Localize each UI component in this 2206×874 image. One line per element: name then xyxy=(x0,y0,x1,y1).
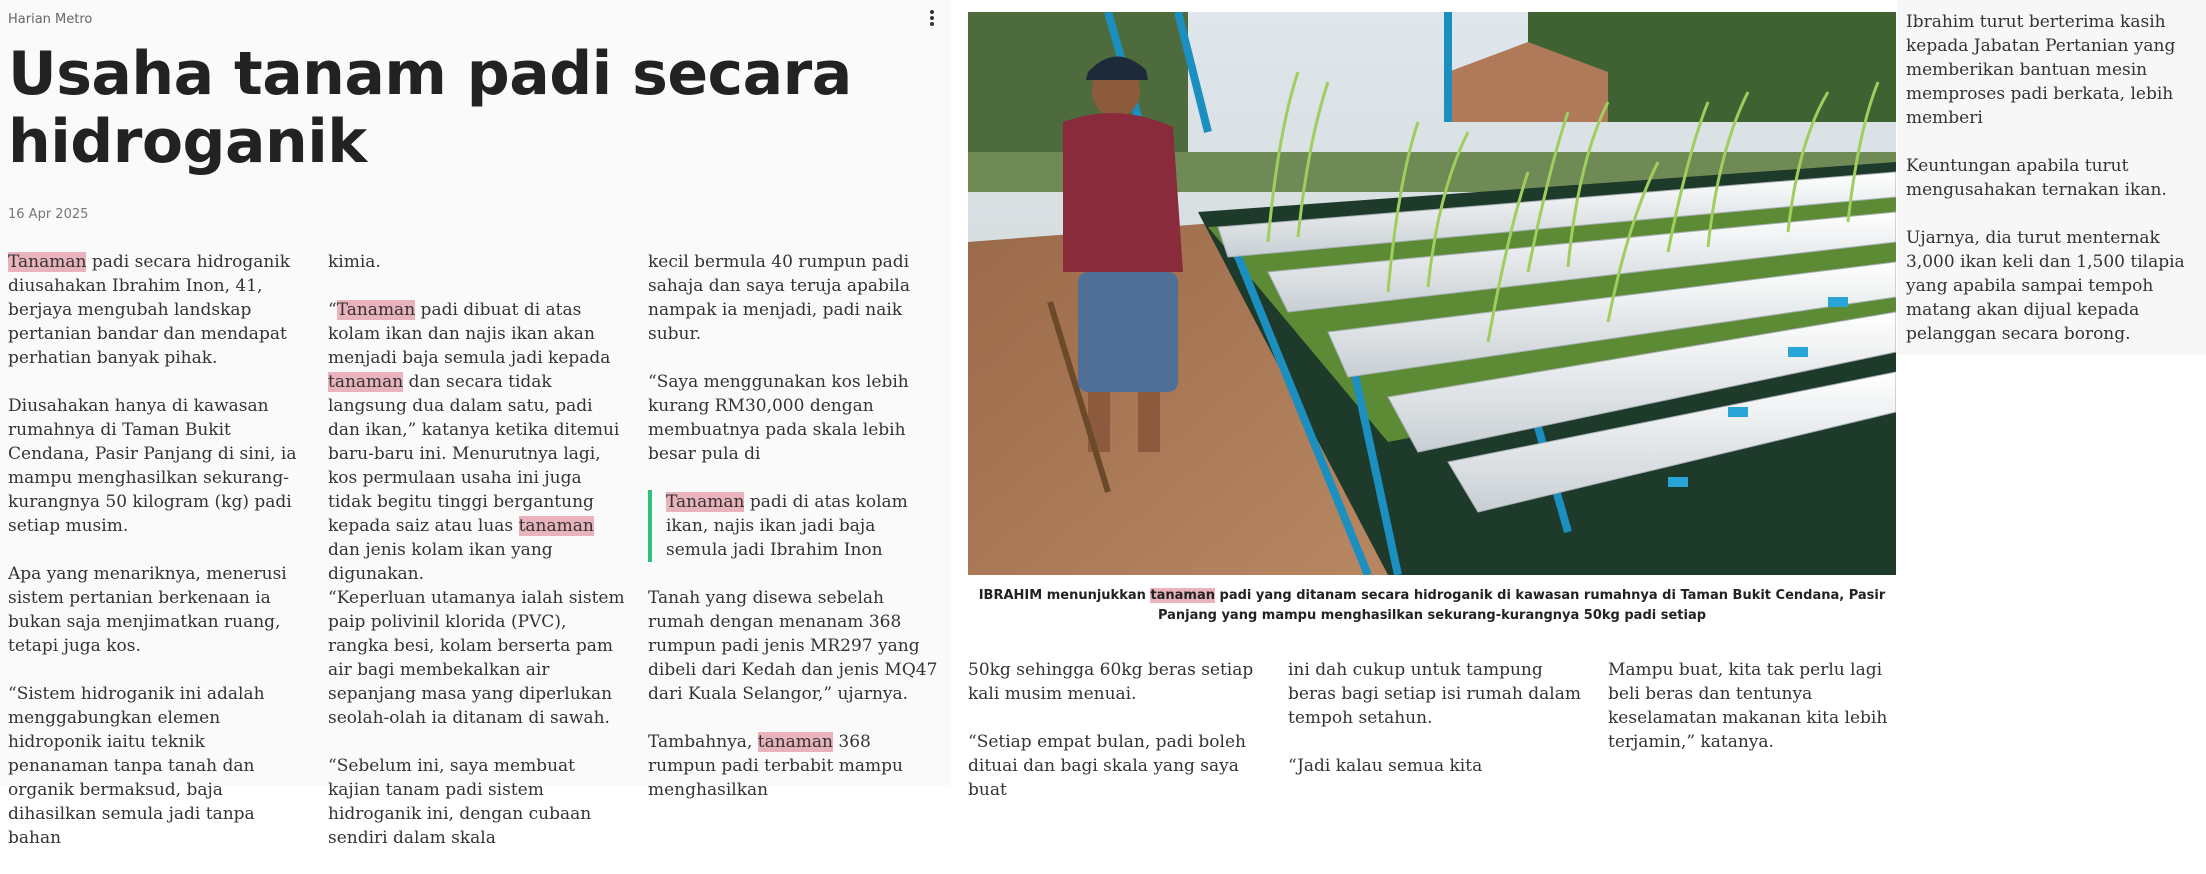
pull-quote xyxy=(648,490,940,562)
paragraph: 50kg sehingga 60kg beras setiap kali musim menuai. xyxy=(968,660,1254,704)
search-highlight: tanaman xyxy=(518,516,594,536)
paragraph: “Sebelum ini, saya membuat kajian tanam padi sistem hidroganik ini, dengan cubaan sendiri dalam skala xyxy=(328,756,592,848)
paragraph: Ibrahim turut berterima kasih kepada Jabatan Pertanian yang memberikan bantuan mesin memproses padi berkata, lebih memberi xyxy=(1906,12,2176,128)
search-highlight: tanaman xyxy=(328,372,404,392)
paragraph: Mampu buat, kita tak perlu lagi beli beras dan tentunya keselamatan makanan kita lebih terjamin,” katanya. xyxy=(1608,660,1888,752)
caption-text: IBRAHIM menunjukkan xyxy=(978,588,1151,603)
photo-caption xyxy=(972,586,1892,626)
paragraph-text: “ xyxy=(328,300,337,320)
article-title: Usaha tanam padi secara hidroganik xyxy=(8,39,852,177)
paragraph: Apa yang menariknya, menerusi sistem pertanian berkenaan ia bukan saja menjimatkan ruang, tetapi juga kos. xyxy=(8,564,287,656)
paragraph: “Jadi kalau semua kita xyxy=(1288,756,1483,776)
search-highlight: tanaman xyxy=(757,732,834,752)
article-date: 16 Apr 2025 xyxy=(8,207,89,222)
search-highlight: tanaman xyxy=(1150,588,1215,603)
paragraph xyxy=(328,298,628,586)
paragraph-text: 368 rumpun padi terbabit mampu menghasilkan xyxy=(648,732,903,800)
paragraph: “Sistem hidroganik ini adalah menggabungkan elemen hidroponik iaitu teknik penanaman tanpa tanah dan organik bermaksud, baja dihasilkan semula jadi tanpa bahan xyxy=(8,684,265,848)
paragraph: Diusahakan hanya di kawasan rumahnya di Taman Bukit Cendana, Pasir Panjang di sini, ia mampu menghasilkan sekurang-kurangnya 50 kilogram (kg) padi setiap musim. xyxy=(8,396,297,536)
paragraph xyxy=(648,730,940,802)
article-photo xyxy=(968,12,1896,575)
article-column-6 xyxy=(1608,658,1898,778)
article-column-3 xyxy=(648,250,940,826)
caption-text: padi yang ditanam secara hidroganik di kawasan rumahnya di Taman Bukit Cendana, Pasir Panjang yang mampu menghasilkan sekurang-kurangnya 50kg padi setiap xyxy=(1157,588,1886,623)
paragraph-text: padi dibuat di atas kolam ikan dan najis ikan akan menjadi baja semula jadi kepada xyxy=(328,300,611,368)
article-column-4 xyxy=(968,658,1268,826)
quote-text: padi di atas kolam ikan, najis ikan jadi baja semula jadi Ibrahim Inon xyxy=(666,492,908,560)
paragraph xyxy=(8,250,298,370)
paragraph: “Saya menggunakan kos lebih kurang RM30,000 dengan membuatnya pada skala lebih besar pula di xyxy=(648,372,909,464)
paragraph: Ujarnya, dia turut menternak 3,000 ikan keli dan 1,500 tilapia yang apabila sampai tempoh matang akan dijual kepada pelanggan secara borong. xyxy=(1906,228,2185,344)
search-highlight: Tanaman xyxy=(8,252,87,272)
paragraph: Tanah yang disewa sebelah rumah dengan menanam 368 rumpun padi jenis MR297 yang dibeli dari Kedah dan jenis MQ47 dari Kuala Selangor,” ujarnya. xyxy=(648,588,938,704)
more-options-icon[interactable] xyxy=(926,8,938,30)
paragraph: ini dah cukup untuk tampung beras bagi setiap isi rumah dalam tempoh setahun. xyxy=(1288,660,1581,728)
article-column-1 xyxy=(8,250,298,874)
article-column-7 xyxy=(1906,10,2202,370)
article-column-5 xyxy=(1288,658,1588,802)
paragraph: kimia. xyxy=(328,252,381,272)
paragraph: “Keperluan utamanya ialah sistem paip polivinil klorida (PVC), rangka besi, kolam berserta pam air bagi membekalkan air sepanjang masa yang diperlukan seolah-olah ia ditanam di sawah. xyxy=(328,588,625,728)
paragraph: Keuntungan apabila turut mengusahakan ternakan ikan. xyxy=(1906,156,2167,200)
article-column-2 xyxy=(328,250,628,874)
search-highlight: Tanaman xyxy=(336,300,416,320)
rice-field-photo xyxy=(968,12,1896,575)
paragraph-text: padi secara hidroganik diusahakan Ibrahim Inon, 41, berjaya mengubah landskap pertanian bandar dan mendapat perhatian banyak pihak. xyxy=(8,252,291,368)
paragraph: kecil bermula 40 rumpun padi sahaja dan saya teruja apabila nampak ia menjadi, padi naik subur. xyxy=(648,252,910,344)
paragraph-text: dan jenis kolam ikan yang digunakan. xyxy=(328,540,553,584)
paragraph-text: Tambahnya, xyxy=(648,732,758,752)
search-highlight: Tanaman xyxy=(666,492,745,512)
paragraph: “Setiap empat bulan, padi boleh dituai dan bagi skala yang saya buat xyxy=(968,732,1246,800)
paragraph-text: dan secara tidak langsung dua dalam satu, padi dan ikan,” katanya ketika ditemui baru-baru ini. Menurutnya lagi, kos permulaan usaha ini juga tidak begitu tinggi bergantung kepada saiz atau luas xyxy=(328,372,620,536)
publication-name: Harian Metro xyxy=(8,12,93,27)
